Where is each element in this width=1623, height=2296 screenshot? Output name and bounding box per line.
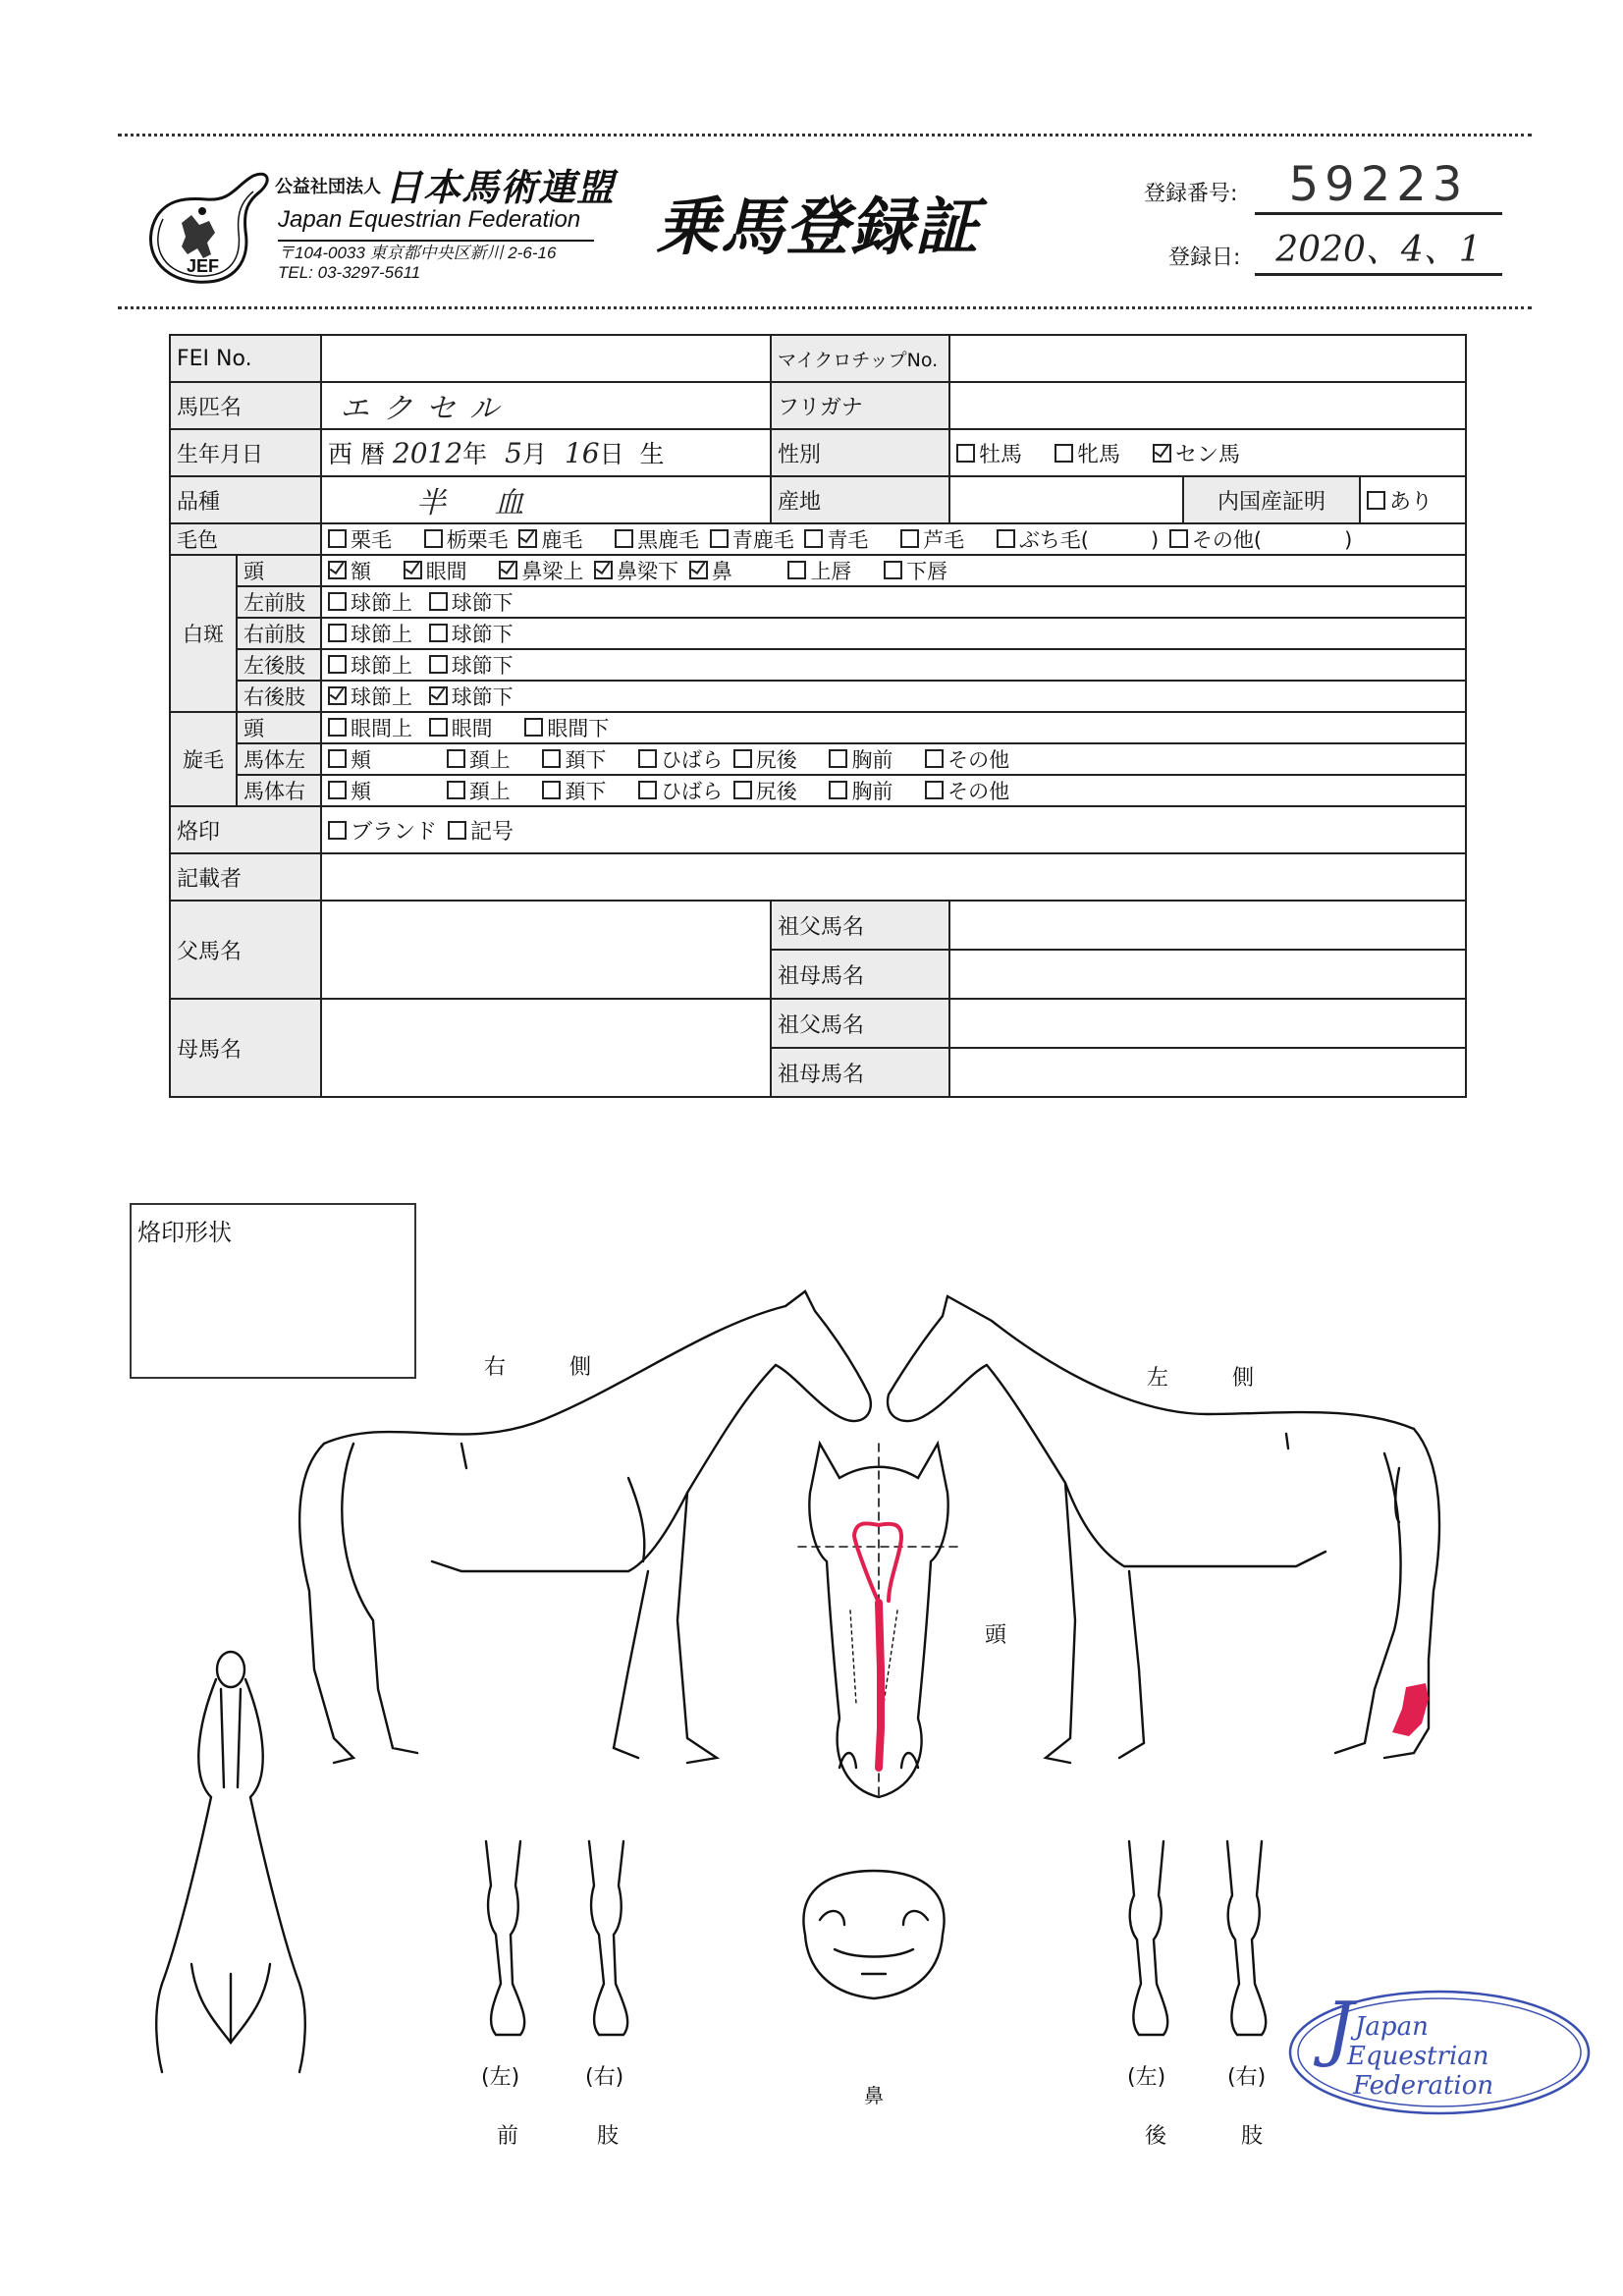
sex-option-mare[interactable]: 牝馬 — [1055, 443, 1120, 467]
whorl-option[interactable]: 尻後 — [733, 748, 797, 772]
dob-suffix: 生 — [639, 440, 665, 468]
white-option[interactable]: 上唇 — [787, 560, 851, 583]
coat-option[interactable]: 黒鹿毛 — [615, 528, 699, 552]
dob-day-unit: 日 — [599, 440, 624, 468]
whorl-option[interactable]: 頬 — [328, 748, 371, 772]
coat-option-bay[interactable]: 鹿毛 — [518, 528, 582, 552]
whorl-part-label: 頭 — [237, 712, 321, 743]
horse-name-label: 馬匹名 — [170, 382, 321, 429]
breed-label: 品種 — [170, 476, 321, 523]
coat-option[interactable]: 栗毛 — [328, 528, 392, 552]
microchip-label: マイクロチップNo. — [771, 335, 949, 382]
horse-right-side-icon — [299, 1291, 871, 1763]
front-caption-2: 肢 — [597, 2124, 620, 2149]
reg-number-label: 登録番号: — [1144, 182, 1238, 206]
sex-option-stallion[interactable]: 牡馬 — [956, 443, 1022, 467]
dam-granddam-label: 祖母馬名 — [771, 1048, 949, 1097]
white-option[interactable]: 球節下 — [429, 591, 514, 615]
reg-date-label: 登録日: — [1168, 246, 1241, 270]
hind-caption-1: 後 — [1145, 2124, 1167, 2149]
whorl-option[interactable]: 頚下 — [542, 748, 606, 772]
address-line: 〒104-0033 東京都中央区新川 2-6-16 — [278, 244, 557, 262]
furigana-label: フリガナ — [771, 382, 949, 429]
whorl-option[interactable]: 眼間下 — [524, 717, 609, 740]
brand-option[interactable]: ブランド — [328, 820, 437, 845]
right-side-label-2: 側 — [569, 1355, 592, 1380]
whorl-part-label: 馬体左 — [237, 743, 321, 775]
left-side-label-1: 左 — [1147, 1366, 1169, 1391]
hind-legs-icon — [1129, 1841, 1266, 2035]
org-type: 公益社団法人 — [275, 177, 381, 197]
document-title: 乗馬登録証 — [656, 191, 980, 264]
coat-option[interactable]: 栃栗毛 — [424, 528, 509, 552]
reg-date-value: 2020、4、1 — [1255, 228, 1502, 276]
dob-year-unit: 年 — [462, 440, 488, 468]
white-part-label: 頭 — [237, 555, 321, 586]
hind-left-label: (左) — [1127, 2065, 1166, 2090]
sex-label: 性別 — [771, 429, 949, 476]
org-name-jp: 日本馬術連盟 — [385, 166, 616, 209]
svg-text:JEF: JEF — [187, 256, 220, 276]
hind-right-label: (右) — [1227, 2065, 1267, 2090]
hind-caption-2: 肢 — [1241, 2124, 1264, 2149]
dob-month-unit: 月 — [521, 440, 547, 468]
coat-option[interactable]: 青毛 — [804, 528, 868, 552]
recorder-label: 記載者 — [170, 853, 321, 901]
whorl-option[interactable]: 眼間上 — [328, 717, 412, 740]
muzzle-label: 鼻 — [864, 2084, 884, 2107]
horse-left-side-icon — [888, 1296, 1439, 1763]
muzzle-front-icon — [803, 1871, 944, 1998]
whorl-part-label: 馬体右 — [237, 775, 321, 806]
sire-grandsire-label: 祖父馬名 — [771, 901, 949, 950]
coat-label: 毛色 — [170, 523, 321, 555]
coat-option[interactable]: ぶち毛( ) — [997, 528, 1159, 552]
white-option[interactable]: 鼻梁下 — [594, 560, 678, 583]
coat-option[interactable]: 芦毛 — [900, 528, 964, 552]
svg-text:Federation: Federation — [1353, 2071, 1494, 2101]
whorl-option[interactable]: 頬 — [328, 780, 371, 803]
white-option[interactable]: 額 — [328, 560, 371, 583]
domestic-cert-label: 内国産証明 — [1183, 476, 1360, 523]
hind-leg-marking — [1392, 1683, 1429, 1736]
svg-text:Japan: Japan — [1355, 2012, 1429, 2042]
tel-line: TEL: 03-3297-5611 — [278, 263, 421, 282]
dob-prefix: 西 暦 — [328, 440, 385, 468]
coat-option[interactable]: その他( ) — [1169, 528, 1352, 552]
white-option[interactable]: 球節下 — [429, 654, 514, 678]
whorl-option[interactable]: 頚上 — [447, 748, 511, 772]
left-side-label-2: 側 — [1232, 1366, 1255, 1391]
white-part-label: 左後肢 — [237, 649, 321, 681]
white-option[interactable]: 球節下 — [429, 623, 514, 646]
white-markings-label: 白斑 — [170, 555, 237, 712]
whorl-option[interactable]: その他 — [925, 780, 1009, 803]
breed-value: 半 血 — [416, 486, 544, 520]
head-label: 頭 — [985, 1623, 1007, 1648]
svg-text:Equestrian: Equestrian — [1347, 2042, 1489, 2071]
horse-name-value: エクセル — [340, 392, 513, 426]
brand-shape-label: 烙印形状 — [137, 1219, 232, 1246]
blaze-marking — [854, 1523, 901, 1768]
white-option[interactable]: 球節上 — [328, 654, 412, 678]
white-option[interactable]: 眼間 — [404, 560, 467, 583]
brand-label: 烙印 — [170, 806, 321, 853]
white-option[interactable]: 球節上 — [328, 623, 412, 646]
whorl-option[interactable]: 頚上 — [447, 780, 511, 803]
front-left-label: (左) — [481, 2065, 520, 2090]
front-right-label: (右) — [585, 2065, 624, 2090]
dob-month: 5 — [505, 437, 522, 469]
whorl-option[interactable]: 尻後 — [733, 780, 797, 803]
whorl-option[interactable]: ひばら — [638, 780, 723, 803]
front-caption-1: 前 — [497, 2124, 519, 2149]
whorl-label: 旋毛 — [170, 712, 237, 806]
jef-stamp — [1290, 1987, 1589, 2113]
whorl-option[interactable]: 頚下 — [542, 780, 606, 803]
origin-label: 産地 — [771, 476, 949, 523]
dam-label: 母馬名 — [170, 999, 321, 1097]
whorl-option[interactable]: その他 — [925, 748, 1009, 772]
dam-grandsire-label: 祖父馬名 — [771, 999, 949, 1048]
white-part-label: 右前肢 — [237, 618, 321, 649]
sire-label: 父馬名 — [170, 901, 321, 999]
dob-day: 16 — [564, 437, 600, 469]
right-side-label-1: 右 — [484, 1355, 507, 1380]
whorl-option[interactable]: 眼間 — [429, 717, 493, 740]
white-part-label: 右後肢 — [237, 681, 321, 712]
whorl-option[interactable]: 胸前 — [829, 748, 893, 772]
coat-option[interactable]: 青鹿毛 — [710, 528, 794, 552]
reg-number-value: 59223 — [1255, 157, 1502, 215]
front-legs-icon — [486, 1841, 627, 2035]
white-option[interactable]: 球節上 — [328, 685, 412, 709]
white-part-label: 左前肢 — [237, 586, 321, 618]
org-name-en: Japan Equestrian Federation — [278, 206, 581, 233]
whorl-option[interactable]: 胸前 — [829, 780, 893, 803]
white-option[interactable]: 球節下 — [429, 685, 514, 709]
brand-option[interactable]: 記号 — [448, 820, 514, 845]
dob-label: 生年月日 — [170, 429, 321, 476]
white-option[interactable]: 鼻 — [689, 560, 732, 583]
whorl-option[interactable]: ひばら — [638, 748, 723, 772]
white-option[interactable]: 球節上 — [328, 591, 412, 615]
white-option[interactable]: 鼻梁上 — [499, 560, 583, 583]
sire-granddam-label: 祖母馬名 — [771, 950, 949, 999]
horse-top-view-icon — [156, 1652, 305, 2072]
sex-option-gelding[interactable]: セン馬 — [1153, 443, 1240, 467]
dob-year: 2012 — [392, 437, 463, 469]
fei-label: FEI No. — [170, 335, 321, 382]
domestic-cert-option[interactable]: あり — [1360, 476, 1466, 523]
svg-text:J: J — [1325, 1987, 1354, 2069]
white-option[interactable]: 下唇 — [884, 560, 947, 583]
